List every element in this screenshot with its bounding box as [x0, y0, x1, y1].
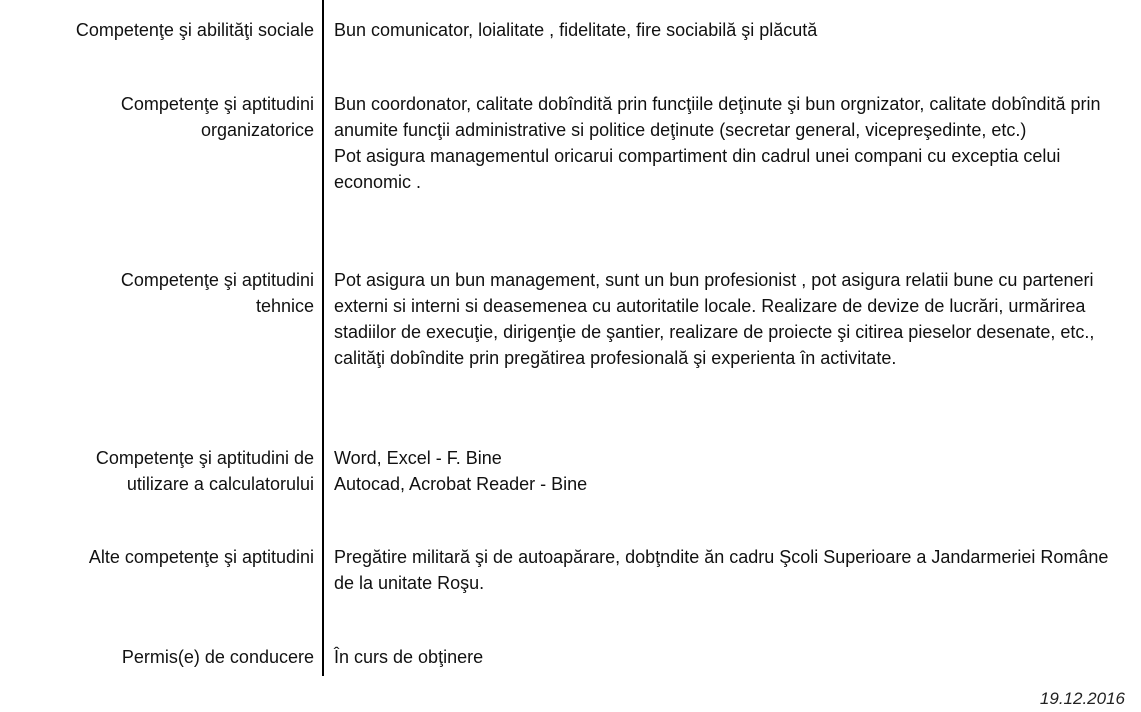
section-label: Alte competenţe şi aptitudini — [88, 547, 314, 567]
section-paragraph: Autocad, Acrobat Reader - Bine — [334, 474, 588, 494]
column-divider — [322, 0, 324, 676]
section-content — [334, 644, 1124, 670]
section-label: Competenţe şi aptitudini de utilizare a calculatorului — [95, 448, 314, 494]
section-paragraph: Bun comunicator, loialitate , fidelitate, fire sociabilă şi plăcută — [334, 20, 818, 40]
section-label: Competenţe şi aptitudini organizatorice — [120, 94, 314, 140]
section-paragraph: Pot asigura un bun management, sunt un bun profesionist , pot asigura relatii bune cu parteneri externi si interni si deasemenea cu autoritatile locale. Realizare de devize de lucrări, urmărirea stadiilor de execuţie, dirigenţie de şantier, realizare de proiecte şi citirea pieselor desenate, etc., calităţi dobîndite prin pregătirea profesională şi experienta în activitate. — [334, 270, 1095, 368]
section-content — [334, 544, 1124, 596]
section-paragraph: În curs de obţinere — [334, 647, 484, 667]
section-label: Competenţe şi aptitudini tehnice — [120, 270, 314, 316]
footer-date: 19.12.2016 — [1039, 689, 1125, 708]
section-paragraph: Pregătire militară şi de autoapărare, dobţndite ăn cadru Şcoli Superioare a Jandarmeriei Române de la unitate Roşu. — [334, 547, 1109, 593]
section-paragraph: Word, Excel - F. Bine — [334, 448, 502, 468]
section-paragraph: Bun coordonator, calitate dobîndită prin funcţiile deţinute şi bun orgnizator, calitate dobîndită prin anumite funcţii administrative si politice deţinute (secretar general, vicepreşedinte, etc.) — [334, 94, 1101, 140]
section-content — [334, 445, 1124, 497]
section-content — [334, 91, 1124, 195]
section-content — [334, 267, 1124, 371]
section-label: Permis(e) de conducere — [121, 647, 314, 667]
section-label: Competenţe şi abilităţi sociale — [75, 20, 314, 40]
section-paragraph: Pot asigura managementul oricarui compartiment din cadrul unei compani cu exceptia celui economic . — [334, 146, 1061, 192]
section-content — [334, 17, 1124, 43]
